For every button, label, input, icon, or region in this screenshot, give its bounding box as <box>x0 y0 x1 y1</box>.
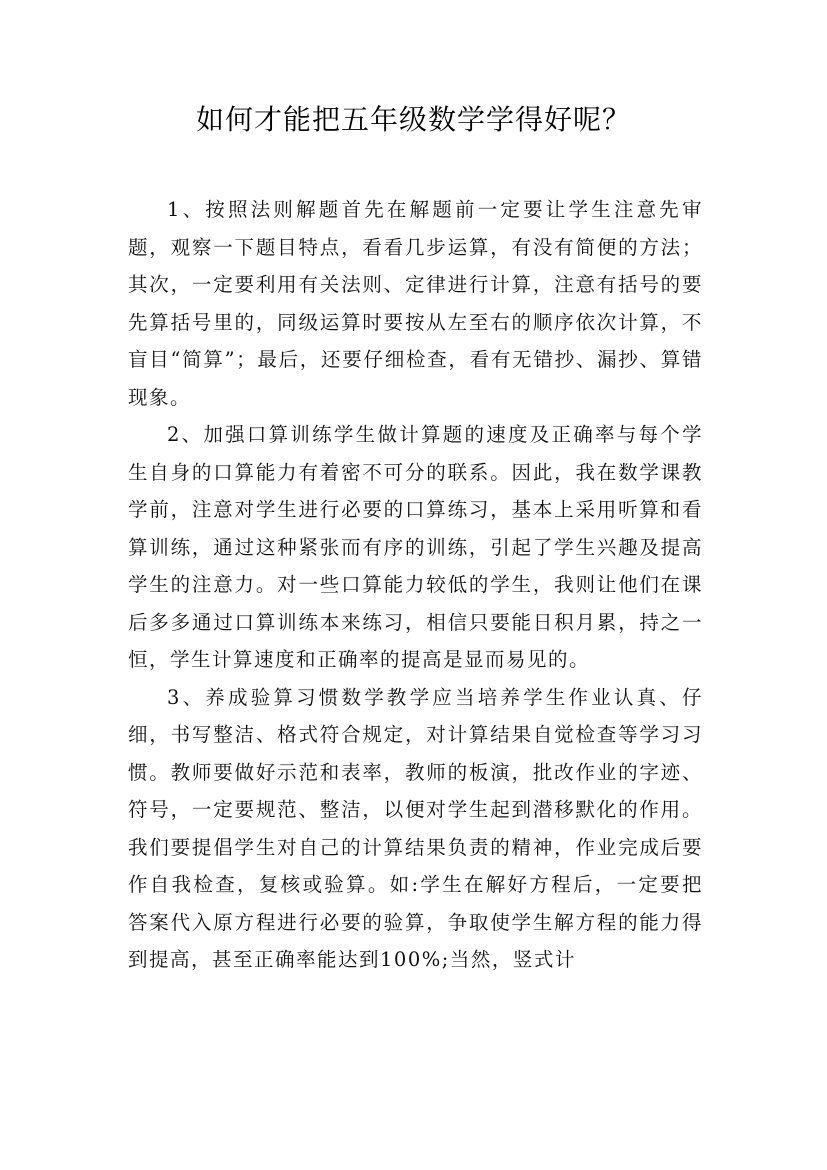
document-title: 如何才能把五年级数学学得好呢？ <box>195 103 631 136</box>
document-body <box>128 191 703 979</box>
paragraph-3: 3、养成验算习惯数学教学应当培养学生作业认真、仔细，书写整洁、格式符合规定，对计算结果自觉检查等学习习惯。教师要做好示范和表率，教师的板演，批改作业的字迹、符号，一定要规范、整洁，以便对学生起到潜移默化的作用。我们要提倡学生对自己的计算结果负责的精神，作业完成后要作自我检查，复核或验算。如:学生在解好方程后，一定要把答案代入原方程进行必要的验算，争取使学生解方程的能力得到提高，甚至正确率能达到100%;当然，竖式计 <box>128 685 703 971</box>
paragraph-2: 2、加强口算训练学生做计算题的速度及正确率与每个学生自身的口算能力有着密不可分的联系。因此，我在数学课教学前，注意对学生进行必要的口算练习，基本上采用听算和看算训练，通过这种紧张而有序的训练，引起了学生兴趣及提高学生的注意力。对一些口算能力较低的学生，我则让他们在课后多多通过口算训练本来练习，相信只要能日积月累，持之一恒，学生计算速度和正确率的提高是显而易见的。 <box>128 423 703 671</box>
paragraph-1: 1、按照法则解题首先在解题前一定要让学生注意先审题，观察一下题目特点，看看几步运算，有没有简便的方法；其次，一定要利用有关法则、定律进行计算，注意有括号的要先算括号里的，同级运算时要按从左至右的顺序依次计算，不盲目“简算”；最后，还要仔细检查，看有无错抄、漏抄、算错现象。 <box>128 198 703 409</box>
